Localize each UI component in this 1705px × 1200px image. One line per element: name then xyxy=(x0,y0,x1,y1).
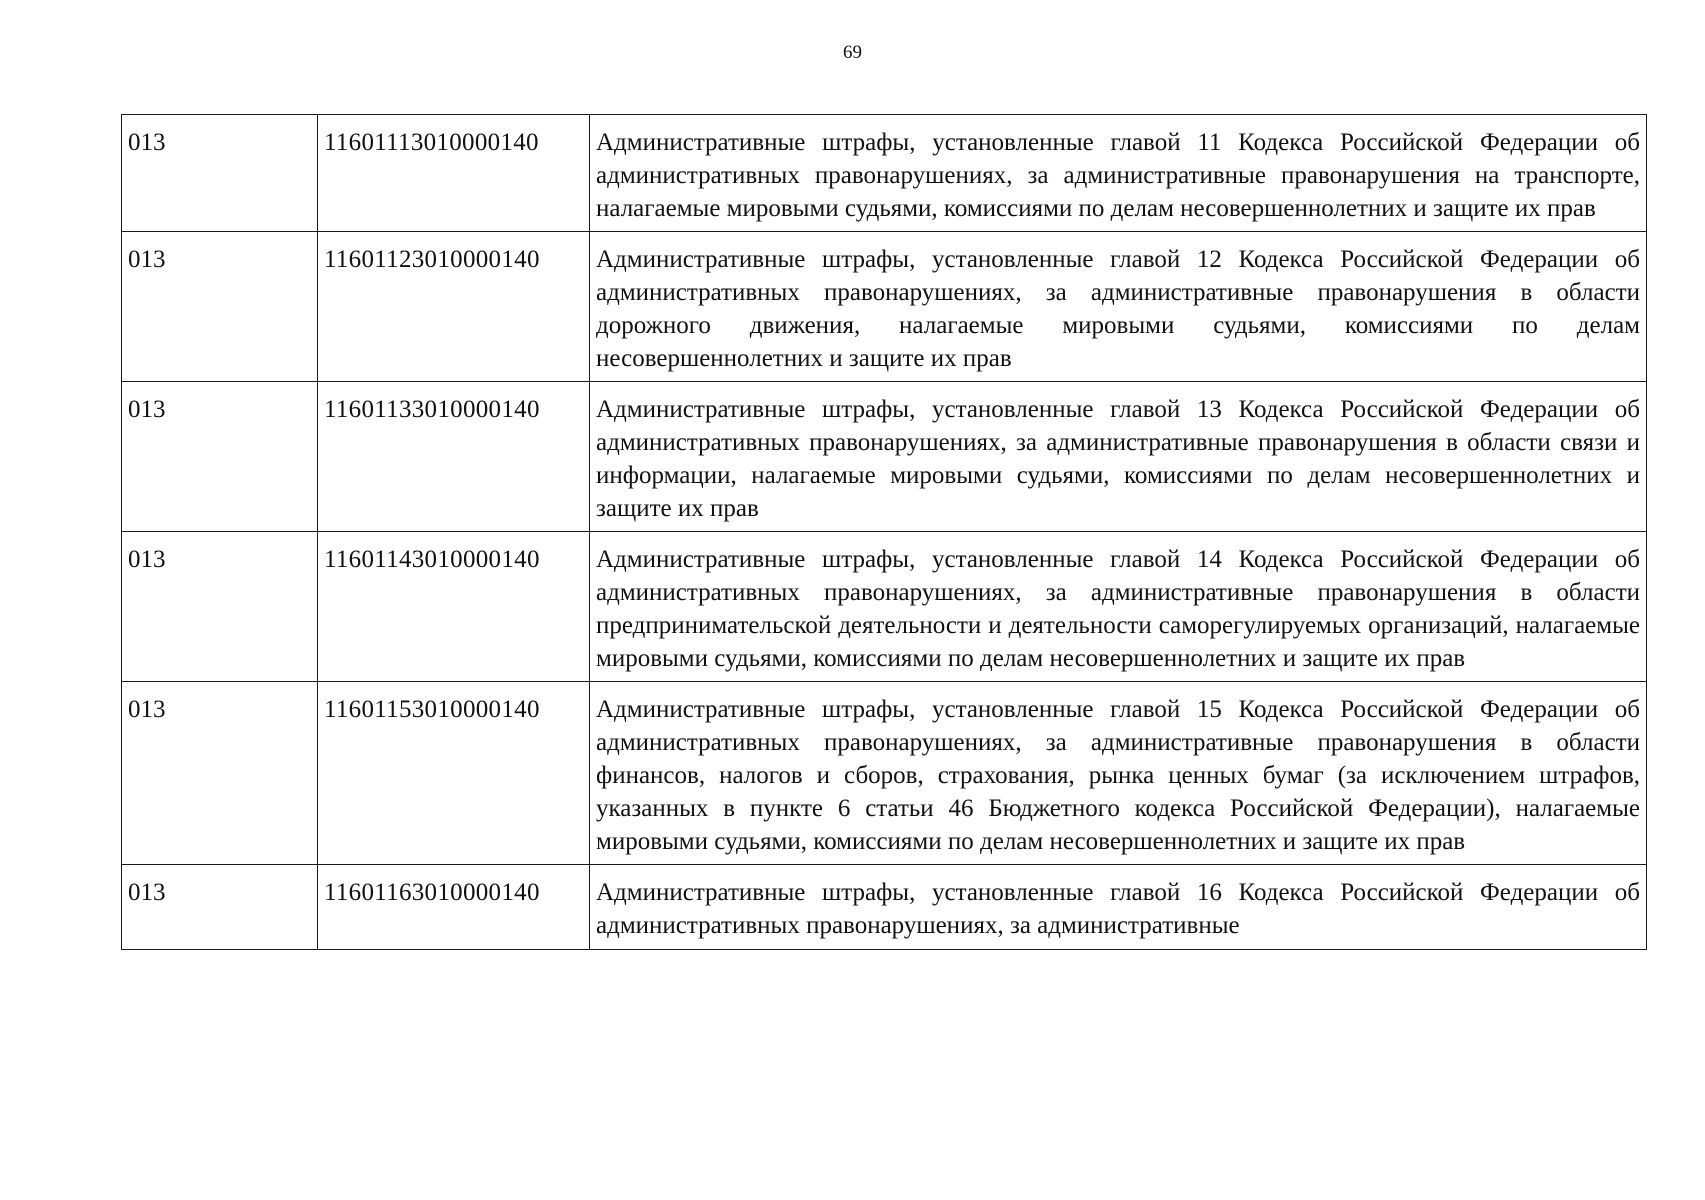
admin-code-cell: 013 xyxy=(122,232,318,382)
revenue-name-cell: Административные штрафы, установленные главой 14 Кодекса Российской Федерации об административных правонарушениях, за административные правонарушения в области предпринимательской деятельности и деятельности саморегулируемых организаций, налагаемые мировыми судьями, комиссиями по делам несовершеннолетних и защите их прав xyxy=(590,532,1647,682)
table-row xyxy=(122,382,1647,532)
table-row xyxy=(122,682,1647,865)
revenue-name-cell: Административные штрафы, установленные главой 15 Кодекса Российской Федерации об административных правонарушениях, за административные правонарушения в области финансов, налогов и сборов, страхования, рынка ценных бумаг (за исключением штрафов, указанных в пункте 6 статьи 46 Бюджетного кодекса Российской Федерации), налагаемые мировыми судьями, комиссиями по делам несовершеннолетних и защите их прав xyxy=(590,682,1647,865)
kbk-code-cell: 11601143010000140 xyxy=(318,532,590,682)
revenue-name-cell: Административные штрафы, установленные главой 16 Кодекса Российской Федерации об административных правонарушениях, за административные xyxy=(590,865,1647,950)
admin-code-cell: 013 xyxy=(122,532,318,682)
admin-code-cell: 013 xyxy=(122,865,318,950)
kbk-code-cell: 11601123010000140 xyxy=(318,232,590,382)
revenue-name-cell: Административные штрафы, установленные главой 13 Кодекса Российской Федерации об административных правонарушениях, за административные правонарушения в области связи и информации, налагаемые мировыми судьями, комиссиями по делам несовершеннолетних и защите их прав xyxy=(590,382,1647,532)
table-row xyxy=(122,115,1647,232)
table-row xyxy=(122,532,1647,682)
revenue-name-cell: Административные штрафы, установленные главой 11 Кодекса Российской Федерации об административных правонарушениях, за административные правонарушения на транспорте, налагаемые мировыми судьями, комиссиями по делам несовершеннолетних и защите их прав xyxy=(590,115,1647,232)
kbk-code-cell: 11601133010000140 xyxy=(318,382,590,532)
table-row xyxy=(122,232,1647,382)
revenue-codes-table xyxy=(121,114,1647,950)
kbk-code-cell: 11601153010000140 xyxy=(318,682,590,865)
admin-code-cell: 013 xyxy=(122,382,318,532)
page-number: 69 xyxy=(843,42,862,63)
kbk-code-cell: 11601163010000140 xyxy=(318,865,590,950)
table-row xyxy=(122,865,1647,950)
kbk-code-cell: 11601113010000140 xyxy=(318,115,590,232)
admin-code-cell: 013 xyxy=(122,115,318,232)
revenue-name-cell: Административные штрафы, установленные главой 12 Кодекса Российской Федерации об административных правонарушениях, за административные правонарушения в области дорожного движения, налагаемые мировыми судьями, комиссиями по делам несовершеннолетних и защите их прав xyxy=(590,232,1647,382)
admin-code-cell: 013 xyxy=(122,682,318,865)
